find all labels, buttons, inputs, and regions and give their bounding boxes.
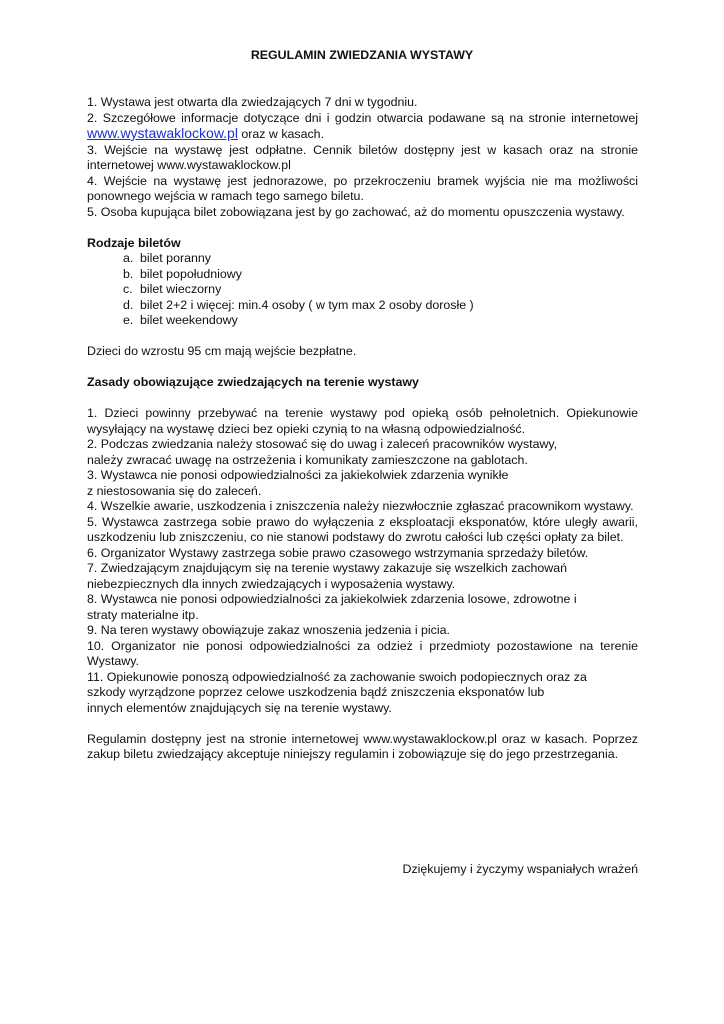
ticket-item-family: [123, 298, 638, 314]
rule-1: 1. Dzieci powinny przebywać na terenie wystawy pod opieką osób pełnoletnich. Opiekunowie wysyłający na wystawę dzieci bez opieki czynią to na własną odpowiedzialność.: [87, 406, 638, 436]
rule-8-line-2: straty materialne itp.: [87, 607, 199, 622]
rule-11-line-1: 11. Opiekunowie ponoszą odpowiedzialność za zachowanie swoich podopiecznych oraz za: [87, 669, 587, 684]
ticket-label: bilet wieczorny: [140, 282, 222, 296]
rule-4: 4. Wszelkie awarie, uszkodzenia i zniszczenia należy niezwłocznie zgłaszać pracownikom wystawy.: [87, 499, 634, 513]
list-marker: d.: [123, 297, 134, 312]
rule-11-line-3: innych elementów znajdujących się na terenie wystawy.: [87, 700, 392, 715]
rule-3-line-2: z niestosowania się do zaleceń.: [87, 483, 262, 498]
rule-11-line-2: szkody wyrządzone poprzez celowe uszkodzenia bądź zniszczenia eksponatów lub: [87, 685, 545, 699]
website-link[interactable]: www.wystawaklockow.pl: [87, 125, 238, 141]
list-marker: a.: [123, 251, 134, 265]
rule-7-line-1: 7. Zwiedzającym znajdującym się na terenie wystawy zakazuje się wszelkich zachowań: [87, 561, 567, 575]
ticket-item-evening: [123, 282, 638, 298]
rule-8-line-1: 8. Wystawca nie ponosi odpowiedzialności za jakiekolwiek zdarzenia losowe, zdrowotne i: [87, 592, 577, 606]
thanks-note: Dziękujemy i życzymy wspaniałych wrażeń: [402, 862, 638, 876]
rule-9: 9. Na teren wystawy obowiązuje zakaz wnoszenia jedzenia i picia.: [87, 623, 450, 637]
tickets-heading: Rodzaje biletów: [87, 235, 181, 250]
intro-point-5: 5. Osoba kupująca bilet zobowiązana jest by go zachować, aż do momentu opuszczenia wystawy.: [87, 204, 625, 219]
rule-3-line-1: 3. Wystawca nie ponosi odpowiedzialności za jakiekolwiek zdarzenia wynikłe: [87, 468, 509, 482]
document-title: REGULAMIN ZWIEDZANIA WYSTAWY: [250, 48, 474, 62]
rules-heading: Zasady obowiązujące zwiedzających na terenie wystawy: [87, 375, 419, 389]
rule-5: 5. Wystawca zastrzega sobie prawo do wyłączenia z eksploatacji eksponatów, które uległy awarii, uszkodzeniu lub zniszczeniu, co nie stanowi podstawy do zwrotu całości lub części opłaty za bilet.: [87, 514, 638, 544]
list-marker: e.: [123, 313, 134, 327]
ticket-label: bilet popołudniowy: [140, 266, 242, 281]
ticket-item-morning: [123, 251, 638, 267]
list-marker: c.: [123, 282, 133, 296]
intro-section: [87, 95, 638, 220]
ticket-label: bilet 2+2 i więcej: min.4 osoby ( w tym max 2 osoby dorosłe ): [140, 297, 474, 312]
list-marker: b.: [123, 266, 134, 281]
rule-10: 10. Organizator nie ponosi odpowiedzialności za odzież i przedmioty pozostawione na terenie Wystawy.: [87, 638, 638, 668]
ticket-label: bilet weekendowy: [140, 313, 238, 327]
ticket-types-list: [87, 251, 638, 329]
intro-point-2: [87, 111, 638, 143]
ticket-item-weekend: [123, 313, 638, 329]
intro-point-1: 1. Wystawa jest otwarta dla zwiedzających 7 dni w tygodniu.: [87, 95, 418, 109]
children-note: Dzieci do wzrostu 95 cm mają wejście bezpłatne.: [87, 344, 357, 358]
rule-2-line-1: 2. Podczas zwiedzania należy stosować się do uwag i zaleceń pracowników wystawy,: [87, 437, 558, 451]
rule-2-line-2: należy zwracać uwagę na ostrzeżenia i komunikaty zamieszczone na gablotach.: [87, 452, 528, 467]
intro-point-2-suffix: oraz w kasach.: [237, 127, 325, 141]
rule-6: 6. Organizator Wystawy zastrzega sobie prawo czasowego wstrzymania sprzedaży biletów.: [87, 545, 589, 560]
intro-point-4: 4. Wejście na wystawę jest jednorazowe, po przekroczeniu bramek wyjścia nie ma możliwości ponownego wejścia w ramach tego samego biletu.: [87, 173, 638, 203]
intro-point-3: 3. Wejście na wystawę jest odpłatne. Cennik biletów dostępny jest w kasach oraz na stronie internetowej www.wystawaklockow.pl: [87, 142, 638, 172]
closing-paragraph: Regulamin dostępny jest na stronie internetowej www.wystawaklockow.pl oraz w kasach. Poprzez zakup biletu zwiedzający akceptuje niniejszy regulamin i zobowiązuje się do jego przestrzegania.: [87, 731, 638, 761]
ticket-item-afternoon: [123, 267, 638, 283]
rule-7-line-2: niebezpiecznych dla innych zwiedzających i wyposażenia wystawy.: [87, 576, 456, 591]
rules-section: [87, 406, 638, 716]
intro-point-2-text: 2. Szczegółowe informacje dotyczące dni i godzin otwarcia podawane są na stronie internetowej: [87, 110, 638, 125]
document-body: [87, 95, 638, 763]
ticket-label: bilet poranny: [140, 251, 211, 265]
